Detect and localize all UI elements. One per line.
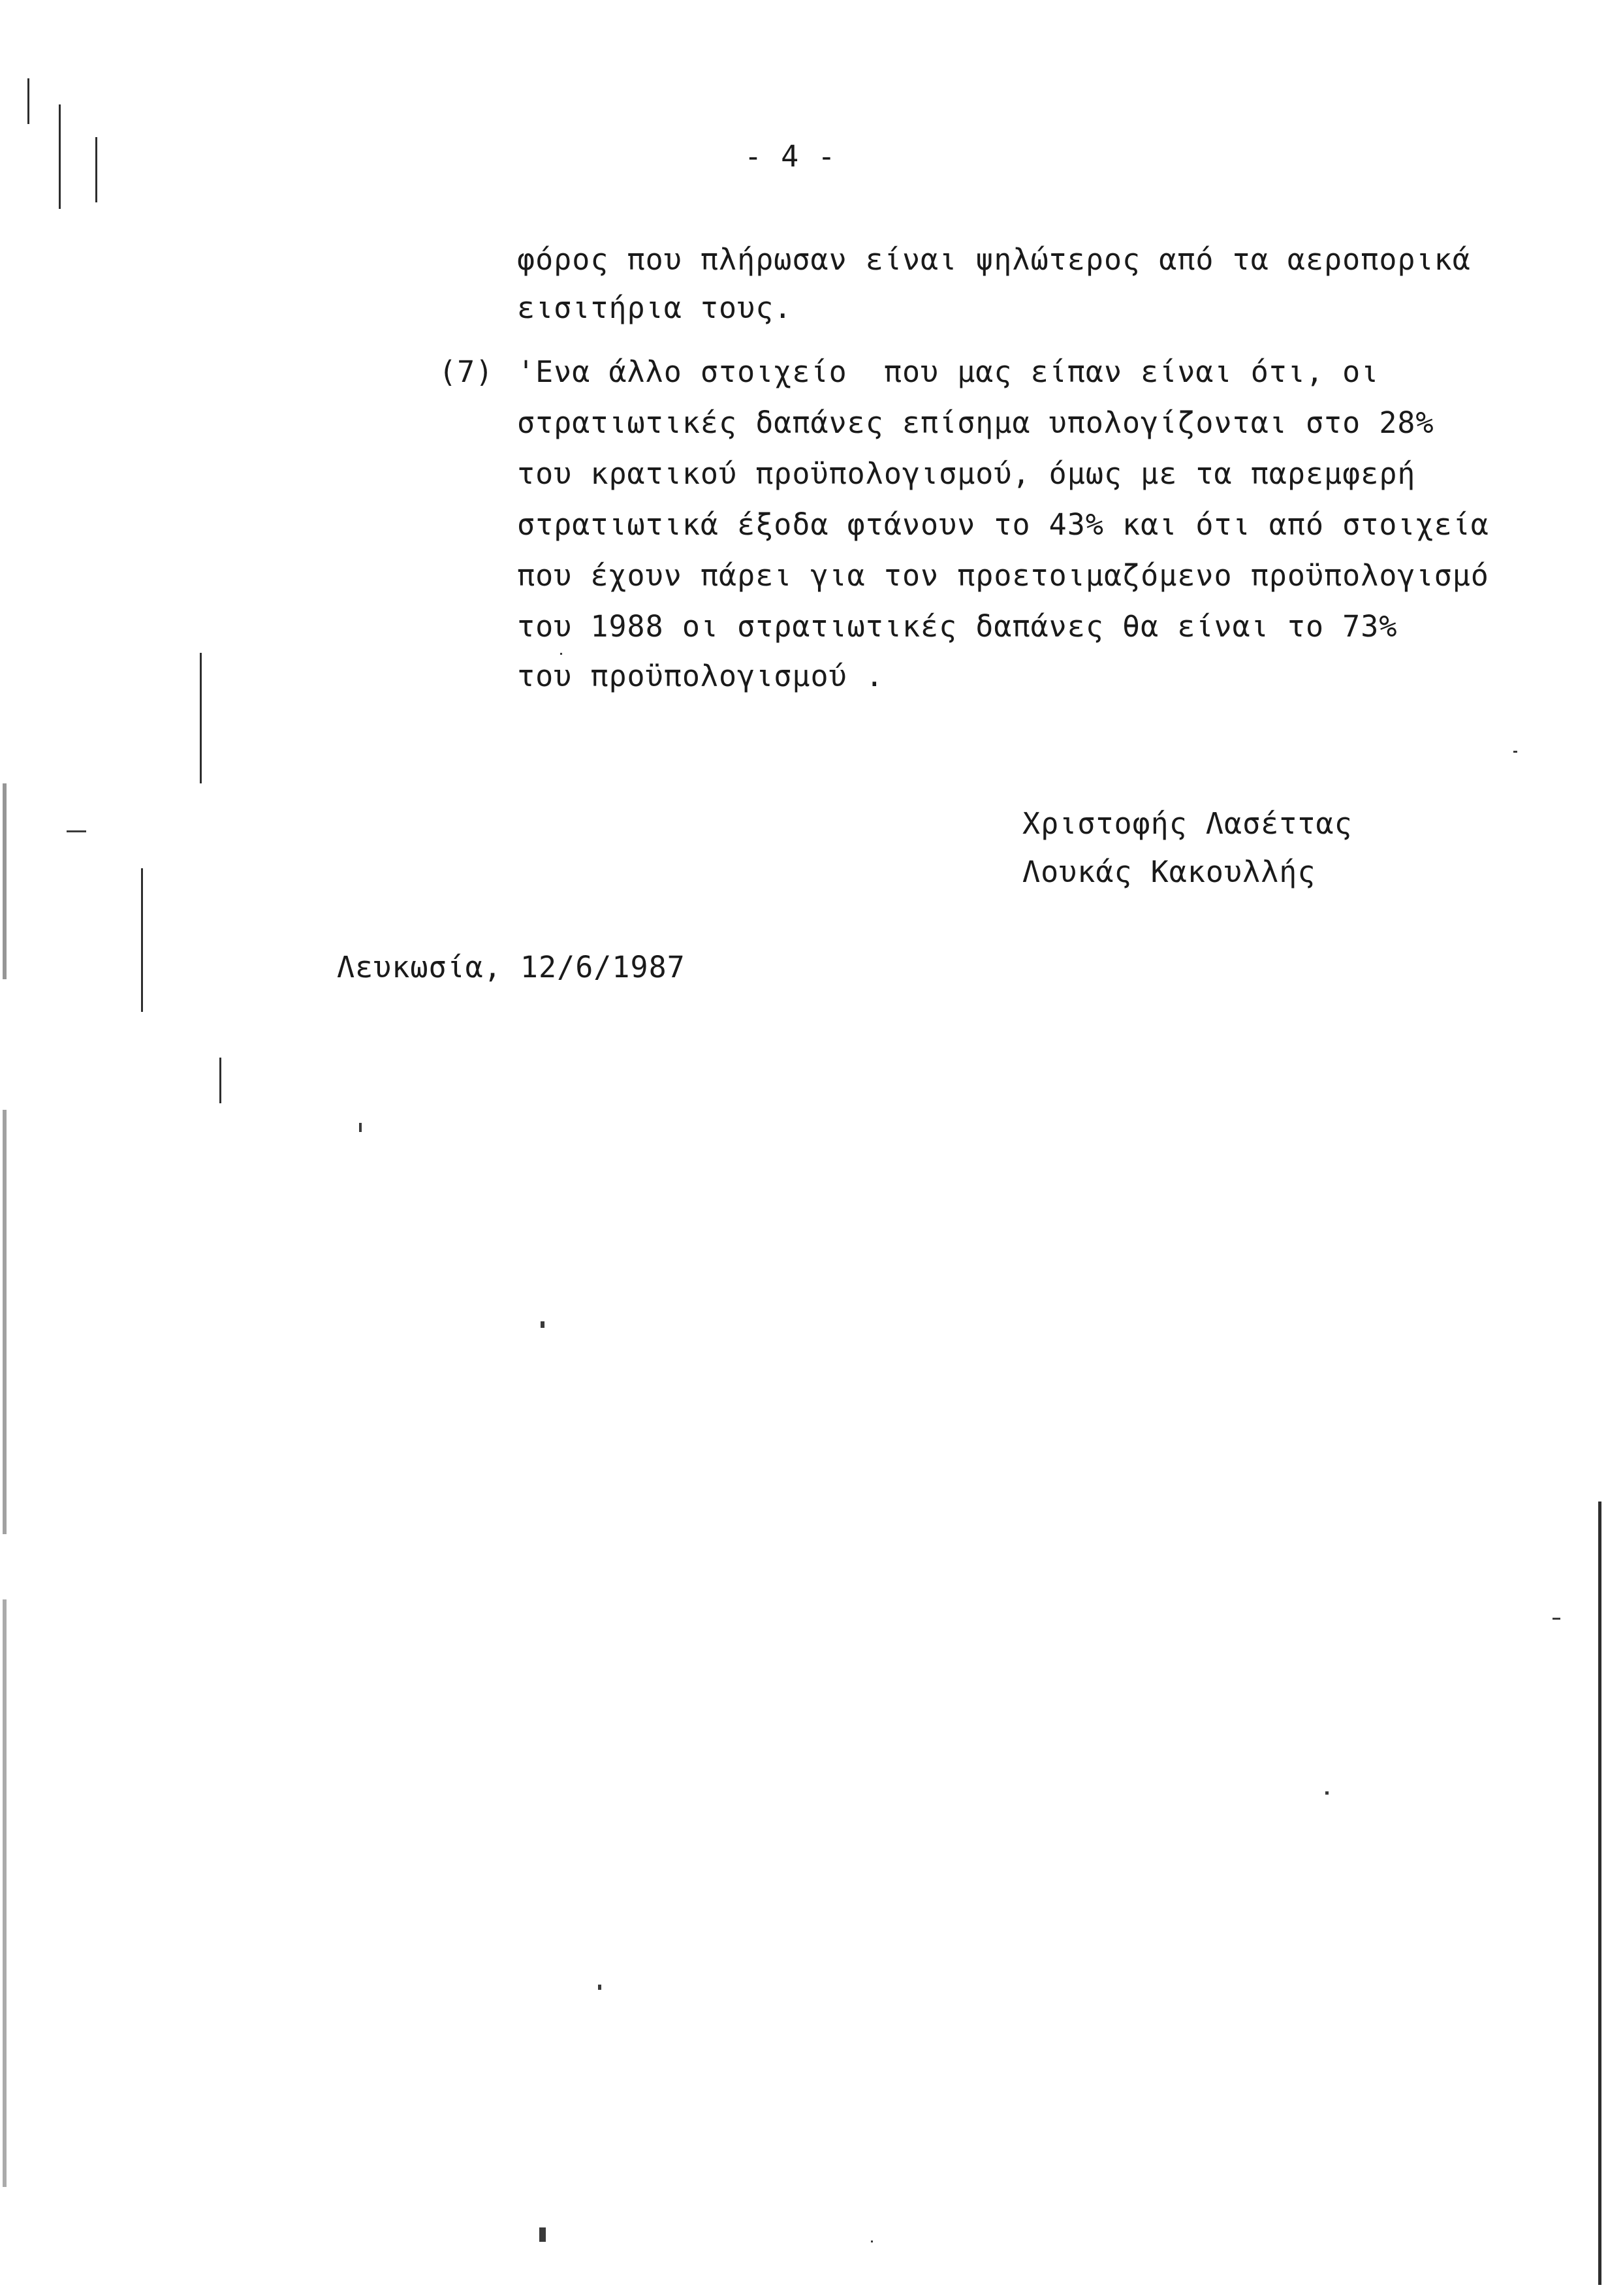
scan-streak (1598, 1502, 1601, 2285)
continuation-line-1: φόρος που πλήρωσαν είναι ψηλώτερος από τα αεροπορικά (517, 242, 1471, 277)
scan-speck (541, 1321, 544, 1328)
scan-streak (59, 104, 61, 209)
scan-speck (560, 653, 562, 655)
scan-speck (539, 2227, 546, 2242)
item-line-2: στρατιωτικές δαπάνες επίσημα υπολογίζονται στο 28% (517, 405, 1434, 440)
scan-speck (67, 830, 86, 832)
scan-streak (3, 783, 7, 979)
scan-streak (3, 1110, 7, 1534)
scan-streak (200, 653, 202, 783)
signature-name-1: Χριστοφής Λασέττας (1022, 806, 1353, 841)
item-line-6: του 1988 οι στρατιωτικές δαπάνες θα είναι το 73% (517, 609, 1398, 644)
item-line-5: που έχουν πάρει για τον προετοιμαζόμενο προϋπολογισμό (517, 558, 1489, 593)
page-number: - 4 - (744, 139, 836, 174)
scan-speck (598, 1985, 601, 1990)
scan-speck (359, 1123, 362, 1132)
place-date-line: Λευκωσία, 12/6/1987 (337, 950, 686, 984)
scan-speck (871, 2241, 873, 2242)
scan-streak (3, 1599, 7, 2187)
item-line-4: στρατιωτικά έξοδα φτάνουν το 43% και ότι από στοιχεία (517, 507, 1489, 542)
item-number: (7) (439, 354, 494, 389)
scan-speck (1513, 751, 1517, 753)
scan-streak (141, 868, 143, 1012)
scan-streak (27, 78, 29, 124)
item-line-1: 'Ενα άλλο στοιχείο που μας είπαν είναι ότι, οι (517, 354, 1379, 389)
continuation-line-2: εισιτήρια τους. (517, 291, 793, 325)
scan-streak (219, 1058, 221, 1103)
scan-streak (95, 137, 97, 202)
scan-speck (1553, 1618, 1560, 1620)
signature-name-2: Λουκάς Κακουλλής (1022, 855, 1316, 889)
item-line-7: του προϋπολογισμού . (517, 659, 884, 693)
item-line-3: του κρατικού προϋπολογισμού, όμως με τα παρεμφερή (517, 456, 1416, 491)
scan-speck (1325, 1791, 1329, 1795)
